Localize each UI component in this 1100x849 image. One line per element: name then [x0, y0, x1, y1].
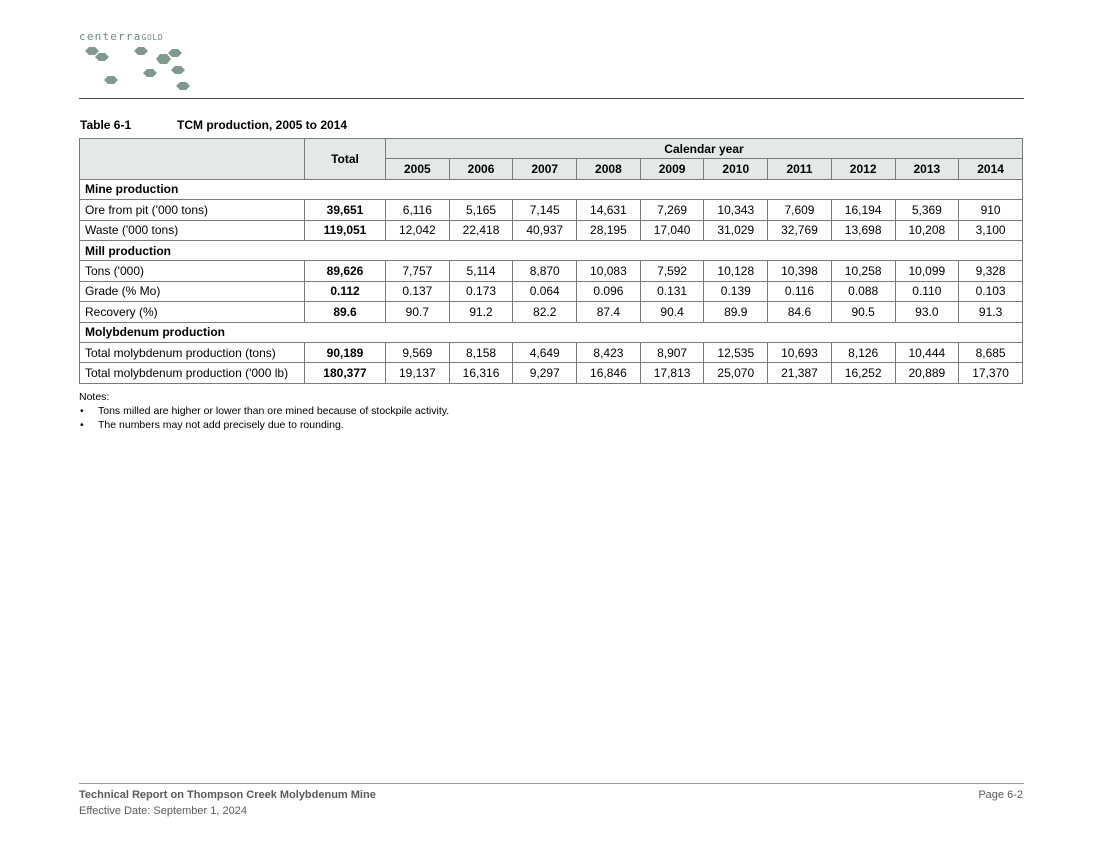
- year-value-cell: 89.9: [704, 302, 768, 322]
- table-row: [80, 281, 1023, 301]
- year-value-cell: 7,609: [768, 200, 832, 220]
- header-year: 2012: [831, 159, 895, 179]
- header-year: 2013: [895, 159, 959, 179]
- year-value-cell: 16,194: [831, 200, 895, 220]
- year-value-cell: 17,040: [640, 220, 704, 240]
- bullet-icon: •: [80, 405, 84, 417]
- logo-brand: centerra: [79, 30, 142, 43]
- year-value-cell: 93.0: [895, 302, 959, 322]
- year-value-cell: 9,569: [386, 342, 450, 362]
- header-blank-cell: [80, 139, 305, 180]
- year-value-cell: 6,116: [386, 200, 450, 220]
- logo-wordmark: [79, 30, 163, 43]
- row-total: 119,051: [305, 220, 386, 240]
- row-total: 89.6: [305, 302, 386, 322]
- year-value-cell: 10,208: [895, 220, 959, 240]
- year-value-cell: 31,029: [704, 220, 768, 240]
- section-label: Molybdenum production: [80, 322, 1023, 342]
- header-divider: [79, 98, 1024, 99]
- year-value-cell: 8,126: [831, 342, 895, 362]
- table-row: [80, 220, 1023, 240]
- note-item: [79, 418, 449, 432]
- table-row: [80, 342, 1023, 362]
- header-year: 2006: [449, 159, 513, 179]
- year-value-cell: 0.116: [768, 281, 832, 301]
- table-title: TCM production, 2005 to 2014: [177, 118, 348, 132]
- production-table: [79, 138, 1023, 384]
- year-value-cell: 10,099: [895, 261, 959, 281]
- table-body: [80, 179, 1023, 383]
- row-label: Recovery (%): [80, 302, 305, 322]
- year-value-cell: 0.173: [449, 281, 513, 301]
- year-value-cell: 13,698: [831, 220, 895, 240]
- notes-heading: Notes:: [79, 391, 110, 403]
- year-value-cell: 0.110: [895, 281, 959, 301]
- year-value-cell: 87.4: [577, 302, 641, 322]
- year-value-cell: 90.4: [640, 302, 704, 322]
- year-value-cell: 82.2: [513, 302, 577, 322]
- year-value-cell: 12,535: [704, 342, 768, 362]
- year-value-cell: 22,418: [449, 220, 513, 240]
- row-total: 180,377: [305, 363, 386, 383]
- year-value-cell: 7,757: [386, 261, 450, 281]
- year-value-cell: 21,387: [768, 363, 832, 383]
- year-value-cell: 10,444: [895, 342, 959, 362]
- header-year: 2007: [513, 159, 577, 179]
- year-value-cell: 8,158: [449, 342, 513, 362]
- year-value-cell: 10,258: [831, 261, 895, 281]
- section-row: [80, 322, 1023, 342]
- company-logo: [79, 30, 209, 96]
- year-value-cell: 0.131: [640, 281, 704, 301]
- year-value-cell: 90.5: [831, 302, 895, 322]
- year-value-cell: 17,370: [959, 363, 1023, 383]
- table-row: [80, 261, 1023, 281]
- header-year: 2011: [768, 159, 832, 179]
- footer-effective-date: Effective Date: September 1, 2024: [79, 805, 247, 817]
- year-value-cell: 25,070: [704, 363, 768, 383]
- year-value-cell: 90.7: [386, 302, 450, 322]
- year-value-cell: 0.064: [513, 281, 577, 301]
- year-value-cell: 0.096: [577, 281, 641, 301]
- notes-list: [79, 404, 449, 432]
- header-year: 2014: [959, 159, 1023, 179]
- header-calendar-year: Calendar year: [386, 139, 1023, 159]
- note-text: The numbers may not add precisely due to rounding.: [98, 419, 344, 431]
- logo-hexagons-icon: [79, 44, 199, 96]
- year-value-cell: 7,145: [513, 200, 577, 220]
- bullet-icon: •: [80, 419, 84, 431]
- year-value-cell: 8,907: [640, 342, 704, 362]
- year-value-cell: 40,937: [513, 220, 577, 240]
- year-value-cell: 7,592: [640, 261, 704, 281]
- row-total: 90,189: [305, 342, 386, 362]
- section-label: Mill production: [80, 240, 1023, 260]
- year-value-cell: 0.103: [959, 281, 1023, 301]
- header-year: 2005: [386, 159, 450, 179]
- year-value-cell: 10,083: [577, 261, 641, 281]
- section-row: [80, 179, 1023, 199]
- year-value-cell: 5,369: [895, 200, 959, 220]
- row-total: 39,651: [305, 200, 386, 220]
- year-value-cell: 16,846: [577, 363, 641, 383]
- header-row-top: [80, 139, 1023, 159]
- year-value-cell: 91.3: [959, 302, 1023, 322]
- row-label: Grade (% Mo): [80, 281, 305, 301]
- section-row: [80, 240, 1023, 260]
- year-value-cell: 84.6: [768, 302, 832, 322]
- header-year: 2008: [577, 159, 641, 179]
- footer-report-title: Technical Report on Thompson Creek Molybdenum Mine: [79, 789, 376, 801]
- year-value-cell: 0.139: [704, 281, 768, 301]
- row-label: Total molybdenum production ('000 lb): [80, 363, 305, 383]
- year-value-cell: 0.088: [831, 281, 895, 301]
- year-value-cell: 10,398: [768, 261, 832, 281]
- table-number: Table 6-1: [80, 118, 132, 132]
- year-value-cell: 10,343: [704, 200, 768, 220]
- header-total: Total: [305, 139, 386, 180]
- header-year: 2009: [640, 159, 704, 179]
- row-total: 0.112: [305, 281, 386, 301]
- year-value-cell: 3,100: [959, 220, 1023, 240]
- row-label: Ore from pit ('000 tons): [80, 200, 305, 220]
- footer-divider: [79, 783, 1024, 784]
- year-value-cell: 910: [959, 200, 1023, 220]
- table-caption: [80, 118, 347, 132]
- year-value-cell: 28,195: [577, 220, 641, 240]
- table-notes: [79, 390, 449, 432]
- section-label: Mine production: [80, 179, 1023, 199]
- note-text: Tons milled are higher or lower than ore mined because of stockpile activity.: [98, 405, 450, 417]
- table-row: [80, 302, 1023, 322]
- year-value-cell: 8,685: [959, 342, 1023, 362]
- year-value-cell: 0.137: [386, 281, 450, 301]
- note-item: [79, 404, 449, 418]
- year-value-cell: 19,137: [386, 363, 450, 383]
- year-value-cell: 32,769: [768, 220, 832, 240]
- year-value-cell: 5,165: [449, 200, 513, 220]
- header-year: 2010: [704, 159, 768, 179]
- row-label: Total molybdenum production (tons): [80, 342, 305, 362]
- row-total: 89,626: [305, 261, 386, 281]
- logo-brand-suffix: GOLD: [141, 33, 164, 42]
- year-value-cell: 14,631: [577, 200, 641, 220]
- year-value-cell: 20,889: [895, 363, 959, 383]
- year-value-cell: 8,870: [513, 261, 577, 281]
- year-value-cell: 9,297: [513, 363, 577, 383]
- year-value-cell: 10,128: [704, 261, 768, 281]
- row-label: Waste ('000 tons): [80, 220, 305, 240]
- table-row: [80, 363, 1023, 383]
- row-label: Tons ('000): [80, 261, 305, 281]
- footer-page-number: Page 6-2: [978, 789, 1023, 801]
- year-value-cell: 7,269: [640, 200, 704, 220]
- year-value-cell: 91.2: [449, 302, 513, 322]
- year-value-cell: 5,114: [449, 261, 513, 281]
- year-value-cell: 8,423: [577, 342, 641, 362]
- year-value-cell: 4,649: [513, 342, 577, 362]
- year-value-cell: 16,316: [449, 363, 513, 383]
- year-value-cell: 17,813: [640, 363, 704, 383]
- table-row: [80, 200, 1023, 220]
- year-value-cell: 12,042: [386, 220, 450, 240]
- year-value-cell: 16,252: [831, 363, 895, 383]
- year-value-cell: 9,328: [959, 261, 1023, 281]
- year-value-cell: 10,693: [768, 342, 832, 362]
